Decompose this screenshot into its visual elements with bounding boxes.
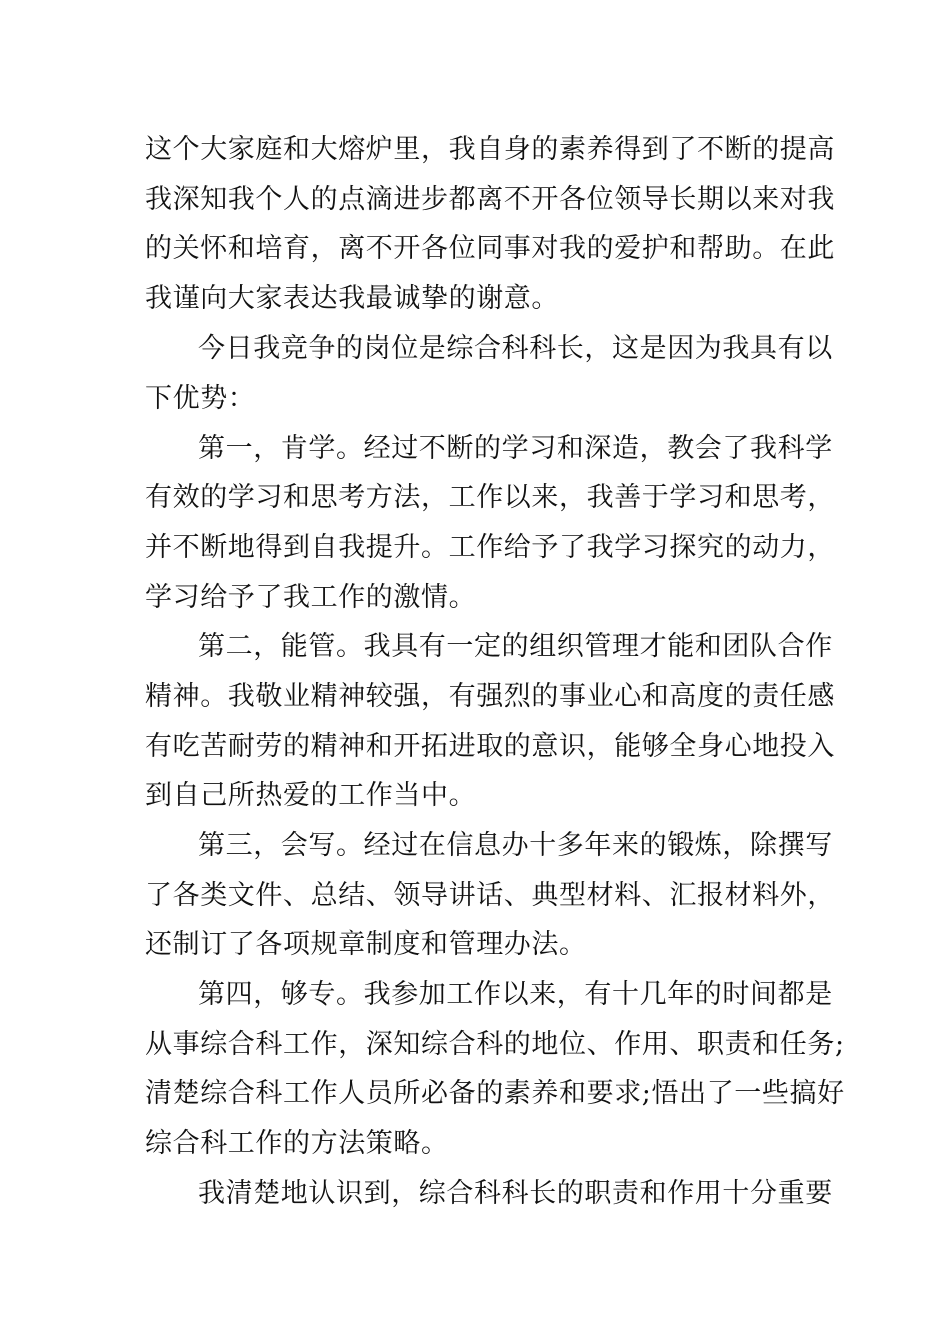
text-line: 精神。我敬业精神较强，有强烈的事业心和高度的责任感 (145, 681, 835, 712)
text-line: 学习给予了我工作的激情。 (145, 582, 477, 613)
paragraph-first-line: 第二，能管。我具有一定的组织管理才能和团队合作 (198, 631, 833, 662)
text-line: 我深知我个人的点滴进步都离不开各位领导长期以来对我 (145, 184, 835, 215)
text-line: 还制订了各项规章制度和管理办法。 (145, 929, 587, 960)
text-line: 到自己所热爱的工作当中。 (145, 780, 477, 811)
text-line: 并不断地得到自我提升。工作给予了我学习探究的动力， (145, 532, 835, 563)
text-line: 从事综合科工作，深知综合科的地位、作用、职责和任务; (145, 1029, 845, 1060)
text-line: 的关怀和培育，离不开各位同事对我的爱护和帮助。在此 (145, 233, 835, 264)
paragraph-first-line: 第三，会写。经过在信息办十多年来的锻炼，除撰写 (198, 830, 833, 861)
text-line: 清楚综合科工作人员所必备的素养和要求;悟出了一些搞好 (145, 1078, 845, 1109)
text-line: 综合科工作的方法策略。 (145, 1128, 449, 1159)
paragraph-first-line: 第四，够专。我参加工作以来，有十几年的时间都是 (198, 979, 833, 1010)
text-line: 有吃苦耐劳的精神和开拓进取的意识，能够全身心地投入 (145, 731, 835, 762)
paragraph-first-line: 我清楚地认识到，综合科科长的职责和作用十分重要 (198, 1178, 833, 1209)
text-line: 我谨向大家表达我最诚挚的谢意。 (145, 283, 559, 314)
text-line: 有效的学习和思考方法，工作以来，我善于学习和思考， (145, 482, 835, 513)
text-line: 这个大家庭和大熔炉里，我自身的素养得到了不断的提高 (145, 134, 835, 165)
paragraph-first-line: 今日我竞争的岗位是综合科科长，这是因为我具有以 (198, 333, 833, 364)
text-line: 了各类文件、总结、领导讲话、典型材料、汇报材料外， (145, 880, 835, 911)
text-line: 下优势： (145, 383, 256, 414)
paragraph-first-line: 第一，肯学。经过不断的学习和深造，教会了我科学 (198, 433, 833, 464)
